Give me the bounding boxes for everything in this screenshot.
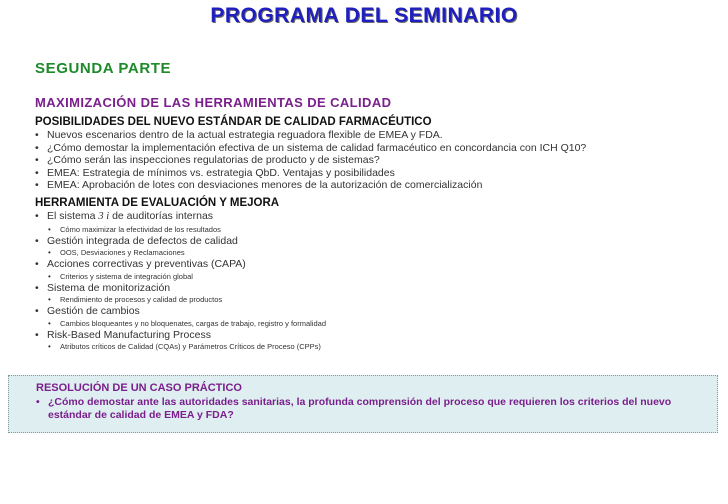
list-item: • ¿Cómo serán las inspecciones regulatorias de producto y de sistemas? xyxy=(35,154,715,167)
list-item: • Acciones correctivas y preventivas (CAPA) xyxy=(35,258,715,271)
list-item: • Sistema de monitorización xyxy=(35,282,715,295)
case-study-box xyxy=(8,375,718,433)
sub-list-item: • Cambios bloqueantes y no bloquenates, cargas de trabajo, registro y formalidad xyxy=(35,318,715,329)
sub-list-item: • Rendimiento de procesos y calidad de productos xyxy=(35,294,715,305)
list-item: • ¿Cómo demostar la implementación efectiva de un sistema de calidad farmacéutico en concordancia con ICH Q10? xyxy=(35,142,715,155)
standard-bullet-list xyxy=(35,129,715,192)
list-item: • Gestión integrada de defectos de calidad xyxy=(35,235,715,248)
list-item-emphasis: 3 i xyxy=(98,211,110,222)
part-heading: SEGUNDA PARTE xyxy=(35,60,172,77)
list-item: • Nuevos escenarios dentro de la actual estrategia reguadora flexible de EMEA y FDA. xyxy=(35,129,715,142)
case-study-title: RESOLUCIÓN DE UN CASO PRÁCTICO xyxy=(36,382,242,394)
subsection-evaluation xyxy=(35,196,715,352)
list-item-text: de auditorías internas xyxy=(109,210,214,222)
sub-list-item: • OOS, Desviaciones y Reclamaciones xyxy=(35,247,715,258)
sub-list-item: • Criterios y sistema de integración global xyxy=(35,271,715,282)
sub-list-item: • Atributos críticos de Calidad (CQAs) y Parámetros Críticos de Proceso (CPPs) xyxy=(35,341,715,352)
list-item xyxy=(35,210,715,224)
sub-list-item: • Cómo maximizar la efectividad de los resultados xyxy=(35,224,715,235)
subsection-heading: POSIBILIDADES DEL NUEVO ESTÁNDAR DE CALIDAD FARMACÉUTICO xyxy=(35,116,432,128)
list-item: • EMEA: Aprobación de lotes con desviaciones menores de la autorización de comercialización xyxy=(35,179,715,192)
list-item-text: El sistema xyxy=(47,210,99,222)
section-title: MAXIMIZACIÓN DE LAS HERRAMIENTAS DE CALIDAD xyxy=(35,95,392,110)
list-item: • EMEA: Estrategia de mínimos vs. estrategia QbD. Ventajas y posibilidades xyxy=(35,167,715,180)
subsection-heading: HERRAMIENTA DE EVALUACIÓN Y MEJORA xyxy=(35,197,280,209)
case-study-text: • ¿Cómo demostar ante las autoridades sanitarias, la profunda comprensión del proceso que requieren los criterios del nuevo estándar de calidad de EMEA y FDA? xyxy=(36,396,696,422)
list-item: • Risk-Based Manufacturing Process xyxy=(35,329,715,342)
page-title: PROGRAMA DEL SEMINARIO xyxy=(210,4,518,27)
list-item: • Gestión de cambios xyxy=(35,305,715,318)
subsection-standard xyxy=(35,115,715,192)
